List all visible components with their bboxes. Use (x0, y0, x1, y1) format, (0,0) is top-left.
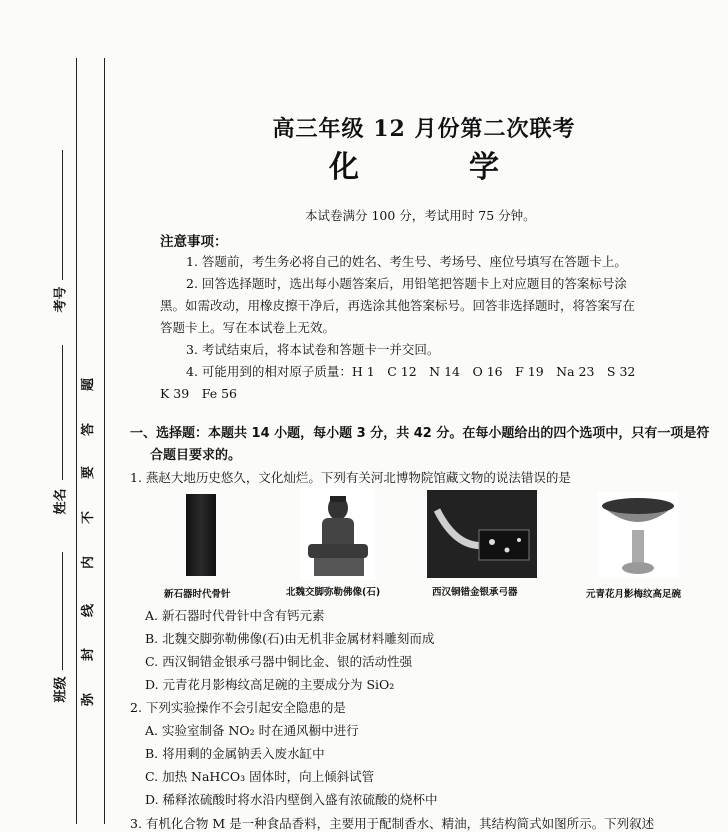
name-label: 姓名 (53, 488, 69, 515)
q3-stem: 3. 有机化合物 M 是一种食品香料，主要用于配制香水、精油，其结构简式如图所示。下列叙述 (130, 816, 655, 831)
exam-title: 高三年级 12 月份第二次联考 (272, 116, 576, 142)
q1-option-c: C. 西汉铜错金银承弓器中铜比金、银的活动性强 (145, 654, 413, 669)
q2-option-c: C. 加热 NaHCO₃ 固体时，向上倾斜试管 (145, 769, 375, 784)
buddha-statue-image (300, 488, 375, 580)
notice-heading: 注意事项： (160, 234, 228, 250)
seal-char-8: 弥 (81, 692, 97, 707)
q2-option-a: A. 实验室制备 NO₂ 时在通风橱中进行 (145, 723, 359, 738)
q1-option-d: D. 元青花月影梅纹高足碗的主要成分为 SiO₂ (145, 677, 395, 692)
exam-no-label: 考号 (53, 286, 69, 313)
q1-stem: 1. 燕赵大地历史悠久，文化灿烂。下列有关河北博物院馆藏文物的说法错误的是 (130, 470, 571, 485)
notice-item-3: 3. 考试结束后，将本试卷和答题卡一并交回。 (186, 342, 440, 357)
name-line (62, 345, 63, 480)
notice-item-2b: 黑。如需改动，用橡皮擦干净后，再选涂其他答案标号。回答非选择题时，将答案写在 (160, 298, 636, 313)
caption-buddha: 北魏交脚弥勒佛像(石) (286, 587, 381, 598)
caption-stem-bowl: 元青花月影梅纹高足碗 (586, 589, 682, 600)
exam-no-line (62, 150, 63, 280)
q2-stem: 2. 下列实验操作不会引起安全隐患的是 (130, 700, 346, 715)
stem-bowl-drawing (598, 492, 678, 578)
caption-bone-needle: 新石器时代骨针 (164, 589, 231, 600)
subject-title: 化 学 (329, 150, 539, 185)
bow-support-image (427, 490, 537, 578)
notice-item-2c: 答题卡上。写在本试卷上无效。 (160, 320, 336, 335)
bow-support-drawing (427, 490, 537, 578)
q2-option-d: D. 稀释浓硫酸时将水沿内壁倒入盛有浓硫酸的烧杯中 (145, 792, 438, 807)
seal-char-1: 题 (81, 377, 97, 392)
seal-char-4: 不 (81, 510, 97, 525)
seal-char-3: 要 (81, 465, 97, 480)
caption-bow-support: 西汉铜错金银承弓器 (432, 587, 518, 598)
q1-option-a: A. 新石器时代骨针中含有钙元素 (145, 608, 325, 623)
seal-char-5: 内 (81, 555, 97, 570)
notice-item-4a: 4. 可能用到的相对原子质量：H 1 C 12 N 14 O 16 F 19 Na 23 S 32 (186, 364, 636, 379)
q2-option-b: B. 将用剩的金属钠丢入废水缸中 (145, 746, 325, 761)
class-label: 班级 (53, 676, 69, 703)
seal-char-2: 答 (81, 422, 97, 437)
class-line (62, 552, 63, 670)
section-heading: 一、选择题：本题共 14 小题，每小题 3 分，共 42 分。在每小题给出的四个选项中，只有一项是符 (130, 426, 710, 441)
section-heading-cont: 合题目要求的。 (150, 448, 242, 463)
notice-item-1: 1. 答题前，考生务必将自己的姓名、考生号、考场号、座位号填写在答题卡上。 (186, 254, 627, 269)
stem-bowl-image (598, 492, 678, 578)
exam-meta: 本试卷满分 100 分，考试用时 75 分钟。 (305, 208, 536, 223)
bone-needle-image (186, 494, 216, 576)
notice-item-4b: K 39 Fe 56 (160, 386, 237, 401)
q1-option-b: B. 北魏交脚弥勒佛像(石)由无机非金属材料雕刻而成 (145, 631, 435, 646)
seal-char-6: 线 (81, 603, 97, 618)
seal-char-7: 封 (81, 647, 97, 662)
buddha-statue-drawing (300, 488, 375, 580)
notice-item-2a: 2. 回答选择题时，选出每小题答案后，用铅笔把答题卡上对应题目的答案标号涂 (186, 276, 627, 291)
